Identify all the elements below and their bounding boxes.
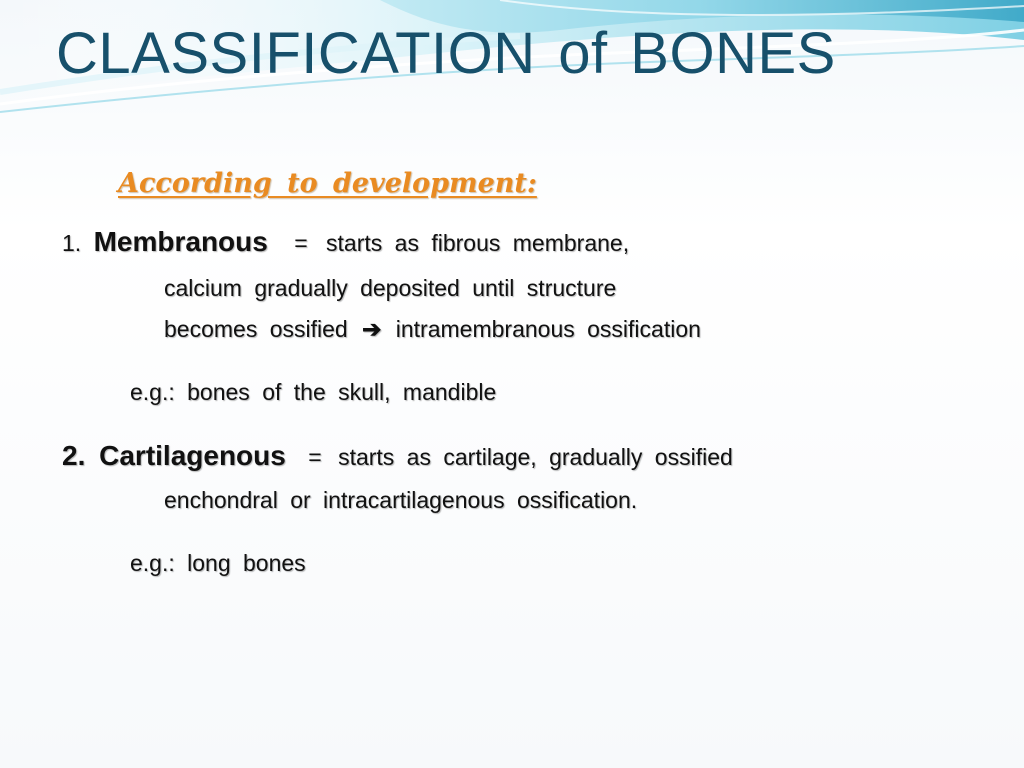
item1-equals: = xyxy=(294,230,308,256)
item1-line3-end: intramembranous ossification xyxy=(395,316,701,342)
section-heading: According to development: xyxy=(118,168,537,199)
item1-line3-start: becomes ossified xyxy=(164,316,348,342)
item1-example: e.g.: bones of the skull, mandible xyxy=(130,379,497,405)
item2-equals: = xyxy=(308,444,322,470)
slide-title: CLASSIFICATION of BONES xyxy=(56,21,836,86)
item1-number: 1. xyxy=(62,230,82,256)
item2-example: e.g.: long bones xyxy=(130,550,306,576)
item2-definition-line1: starts as cartilage, gradually ossified xyxy=(338,444,733,470)
item1-first-line xyxy=(62,226,629,258)
item2-first-line xyxy=(62,440,733,472)
item2-term: 2. Cartilagenous xyxy=(62,440,286,471)
item1-definition-line3 xyxy=(164,316,701,343)
item1-definition-line2: calcium gradually deposited until structure xyxy=(164,275,617,301)
item2-definition-line2: enchondral or intracartilagenous ossification. xyxy=(164,487,638,513)
item1-term: Membranous xyxy=(93,226,268,257)
right-arrow-icon: ➔ xyxy=(362,316,382,342)
item1-definition-line1: starts as fibrous membrane, xyxy=(326,230,630,256)
